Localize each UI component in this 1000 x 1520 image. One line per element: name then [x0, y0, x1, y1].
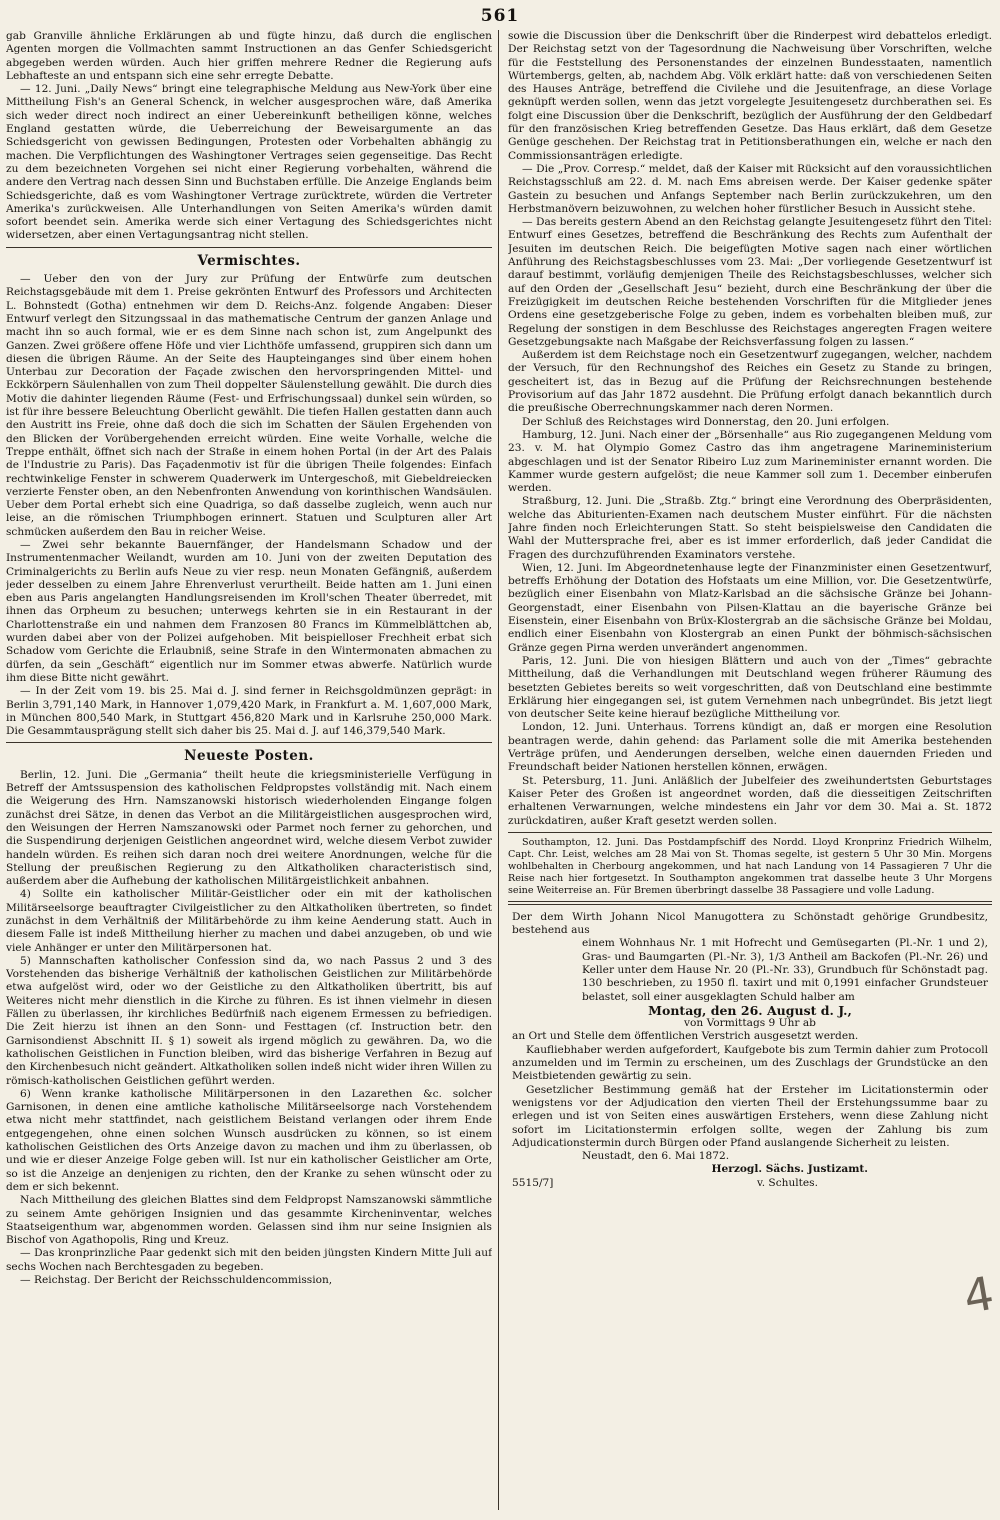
auction-intro: Der dem Wirth Johann Nicol Manugottera zu Schönstadt gehörige Grundbesitz, bestehend aus — [512, 910, 988, 937]
auction-place-date: Neustadt, den 6. Mai 1872. — [582, 1150, 730, 1163]
double-rule — [508, 901, 992, 905]
auction-reference: 5515/7] — [512, 1176, 554, 1189]
article-rinderpest: sowie die Discussion über die Denkschrift über die Rinderpest wird debattelos erledigt. Der Reichstag setzt von der Tagesordnung die Nachweisung über Vorschriften, welche für die Feststellung des Personenstandes der einzelnen Bundesstaaten, namentlich Würtembergs, gelten, ab, nachdem Abg. Völk erklärt hatte: daß von verschiedenen Seiten des Hauses Anträge, betreffend die Civilehe und die Jesuitenfrage, an diese Vorlage geknüpft werden sollen, wenn das jetzt vorgelegte Jesuitengesetz durchberathen sei. Es folgt eine Discussion über die Denkschrift, bezüglich der Ausführung der den Geldbedarf für den französischen Krieg betreffenden Gesetze. Das Haus erklärt, daß dem Gesetze Genüge geschehen. Der Reichstag trat in Petitionsberathungen ein, welche er nach den Commissionsanträgen erledigte. — [508, 30, 992, 162]
section-heading-neueste-posten: Neueste Posten. — [184, 748, 314, 765]
article-point-5: 5) Mannschaften katholischer Confession sind da, wo nach Passus 2 und 3 des Vorstehenden das bisherige Verhältniß der katholischen Geistlichen zur Militärbehörde etwa aufgelöst wird, oder wo der Geistliche zu den Altkatholiken übertritt, bis auf Weiteres nicht mehr dienstlich in die Kirche zu führen. Es ist ihnen vielmehr in diesen Fällen zu überlassen, ihr kirchliches Bedürfniß nach eigenem Ermessen zu befriedigen. Die Zeit hierzu ist ihnen an den Sonn- und Festtagen (cf. Instruction betr. den Garnisondienst Abschnitt II. § 1) soweit als irgend möglich zu gewähren. Da, wo die katholischen Geistlichen in Function bleiben, wird das bisherige Verfahren in Bezug auf den Kirchenbesuch nicht geändert. Altkatholiken sollen indeß nicht wider ihren Willen zu römisch-katholischen Geistlichen geführt werden. — [6, 954, 492, 1087]
auction-conditions: Gesetzlicher Bestimmung gemäß hat der Ersteher im Licitationstermin oder wenigstens vor der Adjudication den vierten Theil der Erstehungssumme baar zu erlegen und ist von Seiten eines auswärtigen Erstehers, wenn diese Zahlung nicht sofort im Licitationstermin erfolgen sollte, wegen der Zahlung bis zum Adjudicationstermin durch Bürgen oder Pfand auslangende Sicherheit zu leisten. — [512, 1083, 988, 1149]
left-column — [6, 30, 492, 1516]
auction-office: Herzogl. Sächs. Justizamt. — [711, 1163, 868, 1176]
section-rule — [6, 247, 492, 248]
article-st-petersburg: St. Petersburg, 11. Juni. Anläßlich der Jubelfeier des zweihundertsten Geburtstages Kaiser Peter des Großen ist angeordnet worden, daß die diesseitigen Zeitschriften erhaltenen Verwarnungen, welche mindestens ein Jahr vor dem 30. Mai a. St. 1872 zurückdatiren, außer Kraft gesetzt werden sollen. — [508, 774, 992, 827]
auction-place: an Ort und Stelle dem öffentlichen Verstrich ausgesetzt werden. — [512, 1030, 859, 1043]
article-strassburg: Straßburg, 12. Juni. Die „Straßb. Ztg.“ bringt eine Verordnung des Oberpräsidenten, welche das Abiturienten-Examen nach deutschem Muster einführt. Für die nächsten Jahre finden noch Erleichterungen Statt. So steht beispielsweise den Candidaten die Wahl der Muttersprache frei, aber es ist immer erforderlich, daß jeder Candidat die Fragen des durchzuführenden Examinators verstehe. — [508, 495, 992, 561]
auction-property: einem Wohnhaus Nr. 1 mit Hofrecht und Gemüsegarten (Pl.-Nr. 1 und 2), Gras- und Baumgarten (Pl.-Nr. 3), 1/3 Antheil am Backofen (Pl.-Nr. 26) und Keller unter dem Hause Nr. 20 (Pl.-Nr. 33), Grundbuch für Schönstadt pag. 130 beschrieben, zu 1950 fl. taxirt und mit 0,1991 einfacher Grundsteuer belastet, soll einer ausgeklagten Schuld halber am — [582, 937, 988, 1003]
article-prov-corresp: — Die „Prov. Corresp.“ meldet, daß der Kaiser mit Rücksicht auf den voraussichtlichen Reichstagsschluß am 22. d. M. nach Ems abreisen werde. Der Kaiser gedenke später Gastein zu besuchen und Anfangs September nach Berlin zurückzukehren, um den Herbstmanövern beizuwohnen, zu welchen hoher fürstlicher Besuch in Aussicht stehe. — [508, 162, 992, 215]
section-heading-vermischtes: Vermischtes. — [197, 252, 301, 269]
section-rule — [6, 742, 492, 743]
article-bauernfaenger: — Zwei sehr bekannte Bauernfänger, der Handelsmann Schadow und der Instrumentenmacher Weilandt, wurden am 10. Juni von der zweiten Deputation des Criminalgerichts zu Berlin aufs Neue zu vier resp. neun Monaten Gefängniß, außerdem jeder desselben zu einem Jahre Ehrenverlust verurtheilt. Beide hatten am 1. Juni einen eben aus Paris angelangten Handlungsreisenden im Kroll'schen Theater überredet, mit ihnen das Orpheum zu besuchen; unterwegs kehrten sie in ein Restaurant in der Charlottenstraße ein und nahmen dem Franzosen 80 Francs im Kümmelblättchen ab, wurden dabei aber von der Polizei aufgehoben. Mit beispielloser Frechheit erbat sich Schadow vom Gerichte die Erlaubniß, seine Strafe in den Wintermonaten abmachen zu dürfen, da sein „Geschäft“ eigentlich nur im Sommer etwas abwerfe. Natürlich wurde ihm diese Bitte nicht gewährt. — [6, 538, 492, 684]
article-paris: Paris, 12. Juni. Die von hiesigen Blättern und auch von der „Times“ gebrachte Mittheilung, daß die Verhandlungen mit Deutschland wegen früherer Räumung des besetzten Gebietes bereits so weit vorgeschritten, daß von Deutschland eine bestimmte Erklärung hier eingegangen sei, ist gutem Vernehmen nach unbegründet. Bis jetzt liegt von deutscher Seite keine hierauf bezügliche Mittheilung vor. — [508, 654, 992, 721]
article-berlin: Berlin, 12. Juni. Die „Germania“ theilt heute die kriegsministerielle Verfügung in Betreff der Amtssuspension des katholischen Feldpropstes vollständig mit. Nach einem die Weigerung des Hrn. Namszanowski historisch wiederholenden Eingange folgen zunächst drei Sätze, in denen das Verbot an die Militärgeistlichen ausgesprochen wird, den Weisungen der Herren Namszanowski oder Parmet noch ferner zu gehorchen, und die Suspendirung derjenigen Geistlichen angeordnet wird, welche diesem Verbot zuwider handeln würden. Es reihen sich daran noch drei weitere Anordnungen, welche für die Stellung der preußischen Regierung zu den Altkatholiken characteristisch sind, außerdem aber die Aufhebung der katholischen Militärgeistlichkeit anbahnen. — [6, 768, 492, 888]
article-granville: gab Granville ähnliche Erklärungen ab und fügte hinzu, daß durch die englischen Agenten morgen die Vollmachten sammt Instructionen an das Genfer Schiedsgericht abgegeben werden würden. Auch hier griffen mehrere Redner die Regierung aufs Lebhafteste an und entspann sich eine sehr erregte Debatte. — [6, 30, 492, 82]
article-point-4: 4) Sollte ein katholischer Militär-Geistlicher oder ein mit der katholischen Militärseelsorge beauftragter Civilgeistlicher zu den Altkatholiken übertreten, so findet zunächst in dem Verhältniß der Militärbehörde zu ihm keine Aenderung statt. Auch in diesem Falle ist indeß Mittheilung hierher zu machen und dabei anzugeben, ob und wie viele Anhänger er unter den Militärpersonen hat. — [6, 888, 492, 954]
article-reichstag-bericht: — Reichstag. Der Bericht der Reichsschuldencommission, — [20, 1274, 333, 1287]
article-daily-news: — 12. Juni. „Daily News“ bringt eine telegraphische Meldung aus New-York über eine Mittheilung Fish's an General Schenck, in welcher ausgesprochen wäre, daß Amerika sich weder direct noch indirect an einer Uebereinkunft betheiligen könne, welches England gestatten würde, die Ueberreichung der Beweisargumente an das Schiedsgericht von gewissen Bedingungen, Protesten oder Vorbehalten abhängig zu machen. Die Verpflichtungen des Washingtoner Vertrages seien gegenseitige. Das Recht zu dem bezeichneten Vorgehen sei nicht einer Regierung vorbehalten, während die andere den Vertrag nach dessen Sinn und Buchstaben erfülle. Die Anzeige Englands beim Schiedsgerichte, daß es vom Washingtoner Vertrage zurücktrete, würden die Vertreter Amerika's zurückweisen. Alle Unterhandlungen von Seiten Amerika's würden damit sofort beendet sein. Amerika werde sich einer Vertagung des Schiedsgerichtes nicht widersetzen, aber einen Vertagungsantrag nicht stellen. — [6, 83, 492, 242]
auction-bidders: Kaufliebhaber werden aufgefordert, Kaufgebote bis zum Termin dahier zum Protocoll anzumelden und im Termin zu erscheinen, um des Zuschlags der Grundstücke an den Meistbietenden gewärtig zu sein. — [512, 1043, 988, 1083]
article-reichstag-schluss: Der Schluß des Reichstages wird Donnerstag, den 20. Juni erfolgen. — [522, 415, 890, 428]
auction-date: Montag, den 26. August d. J., — [648, 1002, 852, 1018]
article-kronprinz: — Das kronprinzliche Paar gedenkt sich mit den beiden jüngsten Kindern Mitte Juli auf sechs Wochen nach Berchtesgaden zu begeben. — [6, 1247, 492, 1273]
article-goldmuenzen: — In der Zeit vom 19. bis 25. Mai d. J. sind ferner in Reichsgoldmünzen geprägt: in Berlin 3,791,140 Mark, in Hannover 1,079,420 Mark, in Frankfurt a. M. 1,607,000 Mark, in München 800,540 Mark, in Stuttgart 456,820 Mark und in Karlsruhe 250,000 Mark. Die Gesammtausprägung stellt sich daher bis 25. Mai d. J. auf 146,379,540 Mark. — [6, 685, 492, 738]
auction-notice — [508, 909, 992, 1190]
column-divider — [498, 30, 499, 1510]
article-london: London, 12. Juni. Unterhaus. Torrens kündigt an, daß er morgen eine Resolution beantragen werde, dahin gehend: das Parlament solle die mit Amerika bestehenden Verträge prüfen, und Aenderungen derselben, welche einen dauernden Frieden und Freundschaft beider Nationen herstellen können, erwägen. — [508, 721, 992, 774]
section-rule — [508, 832, 992, 833]
article-reichstagsgebaeude: — Ueber den von der Jury zur Prüfung der Entwürfe zum deutschen Reichstagsgebäude mit dem 1. Preise gekrönten Entwurf des Professors und Architecten L. Bohnstedt (Gotha) entnehmen wir dem D. Reichs-Anz. folgende Angaben: Dieser Entwurf verlegt den Sitzungssaal in das mathematische Centrum der ganzen Anlage und macht ihn so auch formal, wie er es dem Sinne nach schon ist, zum Angelpunkt des Ganzen. Zwei größere offene Höfe und vier Lichthöfe umfassend, gruppiren sich dann um diesen die übrigen Räume. An der Seite des Haupteinganges sind über einem hohen Unterbau zur Decoration der Façade zwischen den hervorspringenden Mittel- und Eckkörpern Säulenhallen von zum Theil doppelter Säulenstellung gewählt. Die durch dies Motiv die dahinter liegenden Räume (Fest- und Erfrischungssaal) dunkel sein würden, so ist für ihre bessere Beleuchtung Oberlicht gewählt. Die tiefen Hallen gestatten dann auch den Austritt ins Freie, ohne daß doch die sich im Schatten der Säulen Ergehenden von den Blicken der Vorübergehenden erreicht würden. Eine weite Vorhalle, welche die Treppe enthält, öffnet sich nach der Straße in einem hohen Portal (in der Art des Palais de l'Industrie zu Paris). Das Façadenmotiv ist für die übrigen Theile folgendes: Einfach rechtwinkelige Fenster in schwerem Quaderwerk im Untergeschoß, mit Giebeldreiecken verzierte Fenster oben, an den Nebenfronten Anwendung von korinthischen Wandsäulen. Ueber dem Portal erhebt sich eine Quadriga, so daß dasselbe zugleich, wenn auch nur leise, an die römischen Triumphbogen erinnert. Statuen und Sculpturen aller Art schmücken außerdem den Bau in reicher Weise. — [6, 273, 492, 538]
article-rechnungshof: Außerdem ist dem Reichstage noch ein Gesetzentwurf zugegangen, welcher, nachdem der Versuch, für den Rechnungshof des Reiches ein Gesetz zu Stande zu bringen, gescheitert ist, das in Bezug auf die Prüfung der Reichsrechnungen bestehende Provisorium auf das Jahr 1872 ausdehnt. Die Prüfung erfolgt danach bekanntlich durch die preußische Oberrechnungskammer nach deren Normen. — [508, 349, 992, 415]
auction-footer — [512, 1177, 988, 1190]
right-column — [508, 30, 992, 1516]
page-number: 561 — [480, 6, 520, 26]
shipping-notice: Southampton, 12. Juni. Das Postdampfschiff des Nordd. Lloyd Kronprinz Friedrich Wilhelm, Capt. Chr. Leist, welches am 28 Mai von St. Thomas segelte, ist gestern 5 Uhr 30 Min. Morgens wohlbehalten in Cherbourg angekommen, und hat nach Landung von 14 Passagieren 7 Uhr die Reise nach hier fortgesetzt. In Southampton angekommen trat dasselbe heute 3 Uhr Morgens seine Weiterreise an. Für Bremen überbringt dasselbe 38 Passagiere und volle Ladung. — [508, 836, 992, 896]
auction-signature: v. Schultes. — [756, 1176, 818, 1189]
article-hamburg: Hamburg, 12. Juni. Nach einer der „Börsenhalle“ aus Rio zugegangenen Meldung vom 23. v. M. hat Olympio Gomez Castro das ihm angetragene Marineministerium abgeschlagen und ist der Senator Ribeiro Luz zum Marineminister ernannt worden. Die Kammer wurde gestern aufgelöst; die neue Kammer soll zum 1. December einberufen werden. — [508, 428, 992, 495]
article-insignien: Nach Mittheilung des gleichen Blattes sind dem Feldpropst Namszanowski sämmtliche zu seinem Amte gehörigen Insignien und das gesammte Kircheninventar, welches Staatseigenthum war, abgenommen worden. Gelassen sind ihm nur seine Insignien als Bischof von Agathopolis, Ring und Kreuz. — [6, 1194, 492, 1247]
handwritten-pen-mark: 4 — [959, 1265, 998, 1325]
auction-time: von Vormittags 9 Uhr ab — [684, 1017, 816, 1030]
article-jesuitengesetz: — Das bereits gestern Abend an den Reichstag gelangte Jesuitengesetz führt den Titel: Entwurf eines Gesetzes, betreffend die Beschränkung des Rechts zum Aufenthalt der Jesuiten im deutschen Reich. Die beigefügten Motive sagen nach einer wörtlichen Anführung des Reichstagsbeschlusses vom 23. Mai: „Der vorliegende Gesetzentwurf ist darauf bestimmt, vorläufig demjenigen Theile des Reichstagsbeschlusses, welcher sich auf den Orden der „Gesellschaft Jesu“ bezieht, durch eine Beschränkung der über die Freizügigkeit im deutschen Reiche bestehenden Vorschriften für die Mitglieder jenes Ordens eine gesetzgeberische Folge zu geben, indem es vorbehalten bleiben muß, zur Regelung der sonstigen in dem Beschlusse des Reichstages angeregten Fragen weitere Gesetzgebungsakte nach Maßgabe der Reichsverfassung folgen zu lassen.“ — [508, 216, 992, 348]
article-point-6: 6) Wenn kranke katholische Militärpersonen in den Lazarethen &c. solcher Garnisonen, in denen eine amtliche katholische Militärseelsorge nach Vorstehendem etwa nicht mehr stattfindet, nach geistlichem Beistand verlangen oder ihrem Ende entgegengehen, ohne einen solchen Wunsch ausdrücken zu können, so ist einem katholischen Geistlichen des Orts Anzeige davon zu machen und ihm zu überlassen, ob und wie er dieser Anzeige Folge geben will. Ist nur ein katholischer Geistlicher am Orte, so ist die Anzeige an denjenigen zu richten, den der Kranke zu sehen wünscht oder zu dem er sich bekennt. — [6, 1087, 492, 1193]
article-wien: Wien, 12. Juni. Im Abgeordnetenhause legte der Finanzminister einen Gesetzentwurf, betreffs Erhöhung der Dotation des Hofstaats um eine Million, vor. Die Gesetzentwürfe, bezüglich einer Eisenbahn von Mlatz-Karlsbad an die sächsische Gränze bei Johann-Georgenstadt, einer Eisenbahn von Pilsen-Klattau an die bayerische Gränze bei Eisenstein, einer Eisenbahn von Brüx-Klostergrab an die sächsische Gränze bei Moldau, endlich einer Eisenbahn von Klostergrab an einen Punkt der böhmisch-sächsischen Gränze gegen Pirna werden unverändert angenommen. — [508, 561, 992, 654]
